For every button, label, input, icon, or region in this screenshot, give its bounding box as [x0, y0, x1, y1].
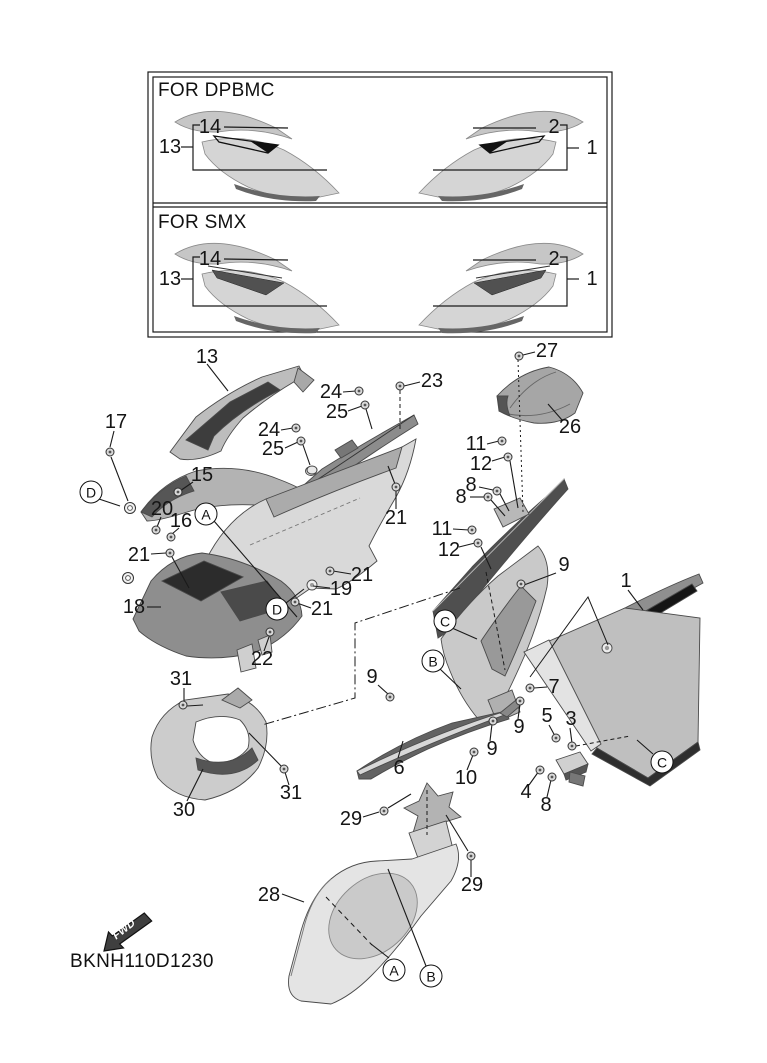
ref-marker-c: C [651, 751, 674, 774]
callout-9: 9 [486, 738, 498, 760]
callout-9: 9 [558, 554, 570, 576]
ref-marker-b: B [420, 965, 443, 988]
callout-14: 14 [198, 248, 222, 270]
callout-19: 19 [329, 578, 353, 600]
callout-22: 22 [250, 648, 274, 670]
callout-25: 25 [325, 401, 349, 423]
callout-31: 31 [169, 668, 193, 690]
callout-8: 8 [540, 794, 552, 816]
callout-13: 13 [195, 346, 219, 368]
fwd-arrow-label: FWD [110, 917, 138, 943]
ref-marker-d: D [80, 481, 103, 504]
callout-8: 8 [455, 486, 467, 508]
fwd-arrow-icon [104, 913, 152, 951]
callout-1: 1 [586, 137, 598, 159]
callout-4: 4 [520, 781, 532, 803]
variant-section-title-smx: FOR SMX [158, 212, 247, 233]
ref-marker-a: A [195, 503, 218, 526]
callout-26: 26 [558, 416, 582, 438]
part-13-upper-left-cover [170, 366, 314, 460]
ref-marker-a: A [383, 959, 406, 982]
callout-21: 21 [127, 544, 151, 566]
ref-marker-d: D [266, 598, 289, 621]
callout-27: 27 [535, 340, 559, 362]
drawing-code: BKNH110D1230 [70, 951, 214, 972]
callout-31: 31 [279, 782, 303, 804]
callout-21: 21 [350, 564, 374, 586]
callout-2: 2 [548, 116, 560, 138]
callout-10: 10 [454, 767, 478, 789]
callout-24: 24 [257, 419, 281, 441]
callout-17: 17 [104, 411, 128, 433]
part-30-front-cover [151, 688, 267, 800]
callout-6: 6 [393, 757, 405, 779]
callout-11: 11 [431, 518, 453, 540]
part-26-small-cover [497, 367, 583, 423]
callout-20: 20 [150, 498, 174, 520]
callout-23: 23 [420, 370, 444, 392]
callout-1: 1 [620, 570, 632, 592]
callout-15: 15 [190, 464, 214, 486]
callout-9: 9 [366, 666, 378, 688]
ref-marker-c: C [434, 610, 457, 633]
callout-9: 9 [513, 716, 525, 738]
part-5-bracket [556, 752, 588, 786]
ref-marker-b: B [422, 650, 445, 673]
callout-14: 14 [198, 116, 222, 138]
callout-25: 25 [261, 438, 285, 460]
callout-16: 16 [169, 510, 193, 532]
callout-2: 2 [548, 248, 560, 270]
callout-29: 29 [460, 874, 484, 896]
callout-12: 12 [469, 453, 493, 475]
callout-29: 29 [339, 808, 363, 830]
callout-21: 21 [310, 598, 334, 620]
callout-11: 11 [465, 433, 487, 455]
callout-21: 21 [384, 507, 408, 529]
callout-1: 1 [586, 268, 598, 290]
callout-13: 13 [158, 136, 182, 158]
callout-8: 8 [465, 474, 477, 496]
callout-3: 3 [565, 708, 577, 730]
callout-24: 24 [319, 381, 343, 403]
variant-section-title-dpbmc: FOR DPBMC [158, 80, 275, 101]
callout-30: 30 [172, 799, 196, 821]
callout-12: 12 [437, 539, 461, 561]
callout-13: 13 [158, 268, 182, 290]
callout-5: 5 [541, 705, 553, 727]
callout-7: 7 [548, 676, 560, 698]
callout-18: 18 [122, 596, 146, 618]
callout-28: 28 [257, 884, 281, 906]
